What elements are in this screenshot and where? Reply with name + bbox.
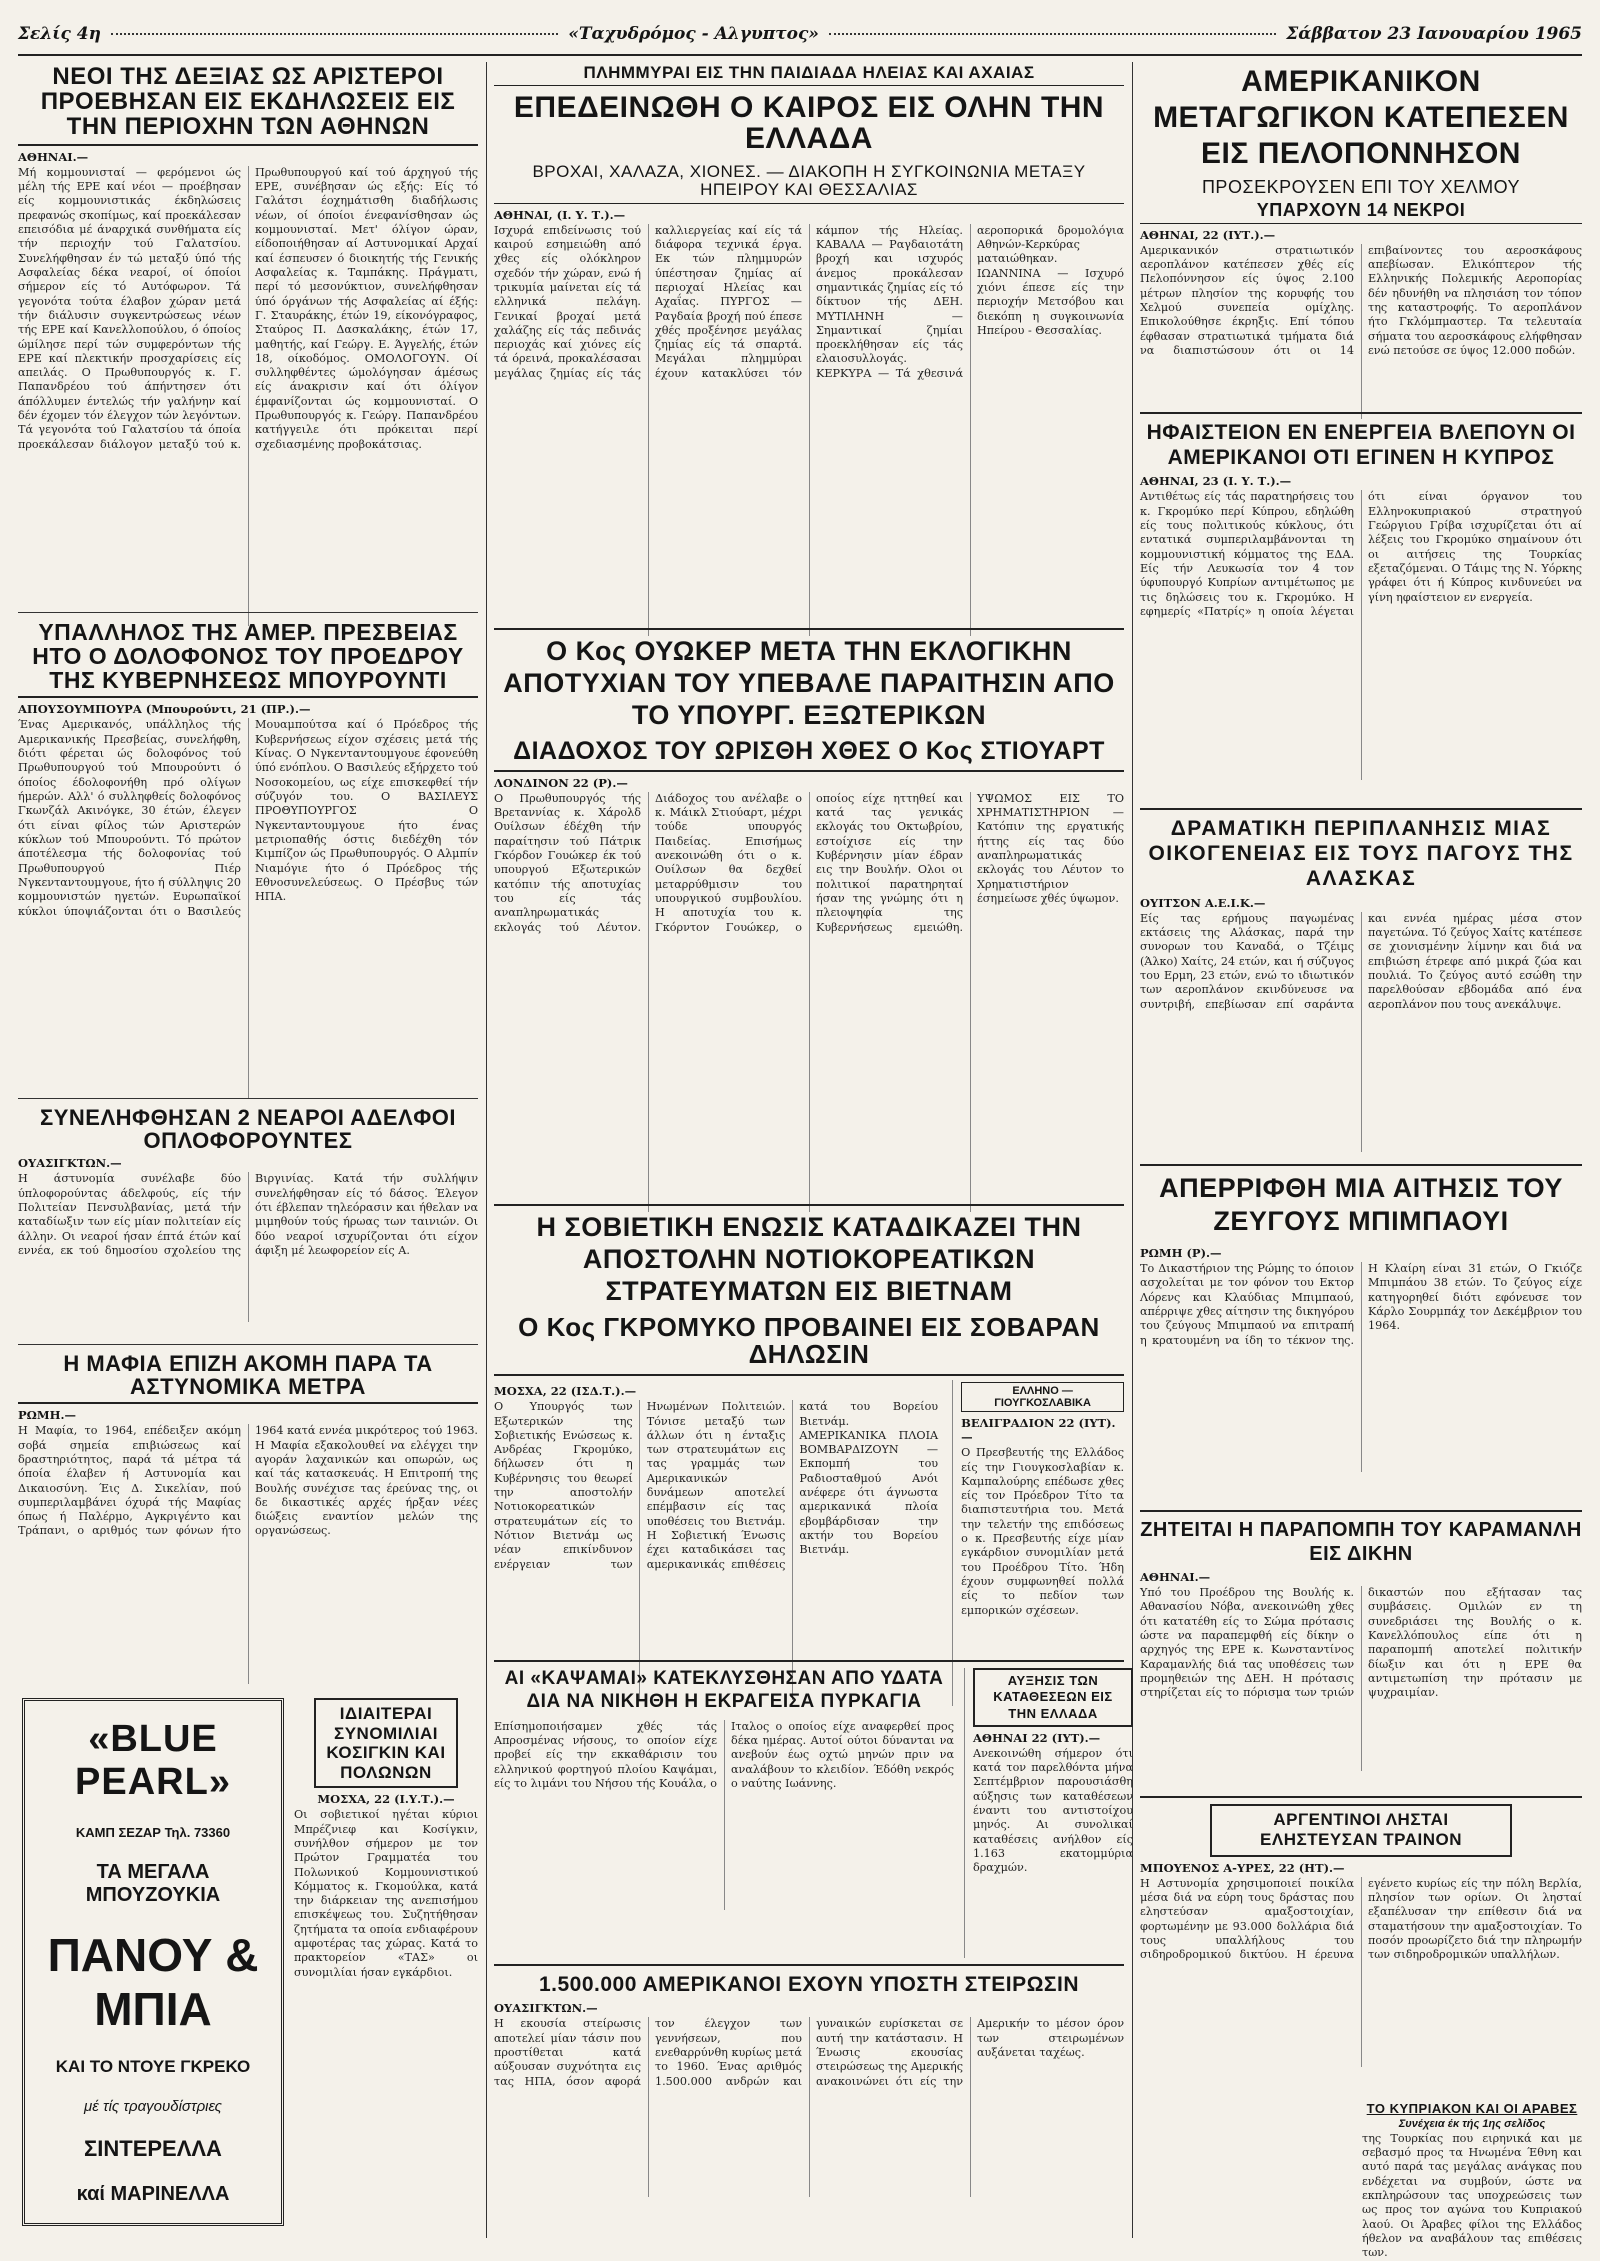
advertisement-blue-pearl (22, 1698, 284, 2226)
article-headline: ΗΦΑΙΣΤΕΙΟΝ ΕΝ ΕΝΕΡΓΕΙΑ ΒΛΕΠΟΥΝ ΟΙ ΑΜΕΡΙΚΑΝΟΙ ΟΤΙ ΕΓΙΝΕΝ Η ΚΥΠΡΟΣ (1146, 421, 1576, 470)
article-body: Η Αστυνομία χρησιμοποιεί ποικίλα μέσα διά να εύρη τους δράστας που εληστεύσαν αμαξοστοιχίαν, φορτωμένην με 93.000 δολλάρια διά τους υπαλλήλους του σιδηροδρομικού δικτύου. Η έρευνα εγένετο κυρίως είς την πόλη Βερλία, πλησίον των ορίων. Οι λησταί εξαπέλυσαν την επίθεσιν διά να σταματήσουν την αμαξοστοιχίαν. Το ποσόν προωρίζετο διά την πληρωμήν των σιδηροδρομικών υπαλλήλων. (1140, 1876, 1582, 1962)
section-rule (1140, 1164, 1582, 1166)
article-dateline: ΑΘΗΝΑΙ.— (18, 149, 89, 164)
section-rule (1140, 808, 1582, 810)
article-greek-yugoslav (952, 1380, 1124, 1706)
article-kicker: ΥΠΑΡΧΟΥΝ 14 ΝΕΚΡΟΙ (1140, 201, 1582, 224)
article-dateline: ΟΥΑΣΙΓΚΤΩΝ.— (494, 2001, 598, 2016)
article-body: Η Μαφία, το 1964, επέδειξεν ακόμη σοβά σημεία επιβιώσεως καί δραστηριότητος, παρά τά μέτρα τά όποία έλαβεν ή Αστυνομία και Δικαιοσύνη. Έις Δ. Σικελίαν, πού συμπεριλαμβάνει όχυρά τής Μαφίας όπως ή Παλέρμο, Αγκριγέντο και Τράπανι, ο αριθμός των φόνων ήτο 1964 κατά εννέα μικρότερος τού 1963. Η Μαφία εξακολουθεί να ελέγχει την αγοράν λαχανικών και οπωρών, ως καί τάς κατασκευάς. Η Επιτροπή της Βουλής συνέχισε τας έρεύνας της, οι δε δικαστικές αρχές ήρξαν νέες διώξεις εναντίον μελών της οργανώσεως. (18, 1424, 478, 1538)
masthead-rule (829, 33, 1276, 35)
article-headline: 1.500.000 ΑΜΕΡΙΚΑΝΟΙ ΕΧΟΥΝ ΥΠΟΣΤΗ ΣΤΕΙΡΩΣΙΝ (538, 1973, 1080, 1996)
page-number: Σελίς 4η (18, 24, 101, 44)
ad-singer-1: ΣΙΝΤΕΡΕΛΛΑ (84, 2136, 222, 2162)
column-divider (486, 62, 487, 2238)
article-dateline: ΜΠΟΥΕΝΟΣ Α-ΥΡΕΣ, 22 (ΗΤ).— (1140, 1860, 1345, 1875)
article-dateline: ΜΟΣΧΑ, 22 (ΙΣΔ.Τ.).— (494, 1384, 637, 1399)
article-bad-weather-greece (494, 64, 1124, 619)
article-body: Μή κομμουνισταί — φερόμενοι ώς μέλη τής ΕΡΕ καί νέοι — προέβησαν είς κομμουνιστικάς έκδηλώσεις πρεφανώς σκοπίμως, καί προεκάλεσαν επεισόδια μέ άναρχικά συνθήματα είς τήν περιοχήν τού Γαλατσίου. Συνελήφθησαν έν τώ μεταξύ ύπό τής Ασφαλείας δέκα νεαροί, οί όποίοι σήμερον είς τό Αυτόφωρον. Τά γεγονότα τούτα έλαβον χώραν μετά τήν διάλυσιν συγκεντρώσεως νέων τής ΕΡΕ καί Κανελλοπούλου, ό όποίος ώμίλησε περί τών συμφερόντων τής ΕΡΕ καί πλεκτικήν προσχαρίσεις είς απειλάς. Ο Πρωθυπουργός κ. Γ. Παπανδρέου τού άπήντησεν ότι άπόλλυμεν έντελώς τήν γαλήνην καί δέν έχομεν τόν έλεγχον τών λεγόντων. Τά γεγονότα τού Γαλατσίου τά όποία προεκάλεσαν διάλογον μεταξύ τού κ. Πρωθυπουργού καί τού άρχηγού τής ΕΡΕ, συνέβησαν ώς εξής: Είς τό Γαλάτσι έοχημάτισθη διαδήλωσις νέων, οί όποίοι ένεφανίσθησαν ώς κομμουνισταί. Μετ' όλίγον ώραν, είδοποιήθησαν αί Αστυνομικαί Αρχαί καί έσπευσεν ό διοικητής τής Γενικής Ασφαλείας κ. Ταμπάκης. Πράγματι, περί τό μεσονύκτιον, συνελήφθησαν ύπό όργάνων τής Ασφαλείας αί έξής: Γ. Σταυράκης, έτών 19, είκονόγραφος, Σταύρος Π. Δασκαλάκης, έτών 17, μαθητής, καί Γεώργ. Ε. Άγγελής, έτών 18, οίκοδόμος. ΟΜΟΛΟΓΟΥΝ. Οί συλληφθέντες ώμολόγησαν άμέσως είς άνακρισιν καί ότι όλίγον έμφανίζονται ώς κομμουνισταί. Ο Πρωθυπουργός κ. Γεώργ. Παπανδρέου κατήγγειλε ότι πρόκειται περί σχεδιασμένης προβοκάτσιας. (18, 165, 478, 451)
article-bibaou-couple (1140, 1172, 1582, 1502)
article-dateline: ΑΘΗΝΑΙ.— (1140, 1570, 1211, 1584)
article-headline: ΑΡΓΕΝΤΙΝΟΙ ΛΗΣΤΑΙ ΕΛΗΣΤΕΥΣΑΝ ΤΡΑΙΝΟΝ (1260, 1810, 1462, 1850)
article-headline: ΑΥΞΗΣΙΣ ΤΩΝ ΚΑΤΑΘΕΣΕΩΝ ΕΙΣ ΤΗΝ ΕΛΛΑΔΑ (993, 1673, 1113, 1721)
section-rule (1140, 1510, 1582, 1512)
section-rule (494, 628, 1124, 630)
article-headline: ΑΜΕΡΙΚΑΝΙΚΟΝ ΜΕΤΑΓΩΓΙΚΟΝ ΚΑΤΕΠΕΣΕΝ ΕΙΣ ΠΕΛΟΠΟΝΝΗΣΟΝ (1153, 65, 1569, 170)
article-alaska-family (1140, 816, 1582, 1156)
article-body: Ανεκοινώθη σήμερον ότι κατά τον παρελθόντα μήνα Σεπτέμβριον παρουσιάσθη αύξησις των καταθέσεων έναντι του αντιστοίχου μηνός. Αι συνολικαί καταθέσεις ανήλθον είς 1.163 εκατομμύρια δραχμών. (973, 1746, 1133, 1875)
article-body: της Τουρκίας που ειρηνικά και με σεβασμό προς τα Ηνωμένα Έθνη και αυτό παρά τας μεγάλας ανάγκας που ενδέχεται να συμβούν, ώστε να εκπληρώσουν τας υποχρεώσεις των ως προς τον αγώνα του Κυπριακού λαού. Οι Άραβες φίλοι της Ελλάδος ήθελον να αναβάλουν τας επιθέσεις των. (1362, 2131, 1582, 2260)
section-rule (494, 1204, 1124, 1206)
article-headline: ΑΠΕΡΡΙΦΘΗ ΜΙΑ ΑΙΤΗΣΙΣ ΤΟΥ ΖΕΥΓΟΥΣ ΜΠΙΜΠΑΟΥΙ (1159, 1173, 1563, 1236)
article-body: Το Δικαστήριον της Ρώμης το όποιον ασχολείται με τον φόνον του Εκτορ Λόρενς και Κλαύδιας Μπιμπαού, απέρριψε χθες αίτησιν της δικηγόρου του ζεύγους Μπιμπαού να επιτραπή η κρατουμένη να ίδη το τέκνον της. Η Κλαίρη είναι 31 ετών, Ο Γκιόζε Μπιμπάου 38 ετών. Το ζεύγος είχε κατηγορηθεί διότι εφόνευσε τον Κάρλο Σουρμπάχ τον Δεκέμβριον του 1964. (1140, 1261, 1582, 1347)
article-dateline: ΜΟΣΧΑ, 22 (Ι.Υ.Τ.).— (317, 1792, 455, 1807)
article-kicker: Συνέχεια έκ τής 1ης σελίδος (1398, 2117, 1546, 2130)
article-body: Οι σοβιετικοί ηγέται κύριοι Μπρέζνιεφ και Κοσίγκιν, συνήλθον σήμερον με τον Πρώτον Γραμματέα του Πολωνικού Κομμουνιστικού Κόμματος κ. Γκομούλκα, κατά την διάρκειαν της ανεπισήμου επισκέψεως του. Συζητήθησαν ζητήματα τα οποία ενδιαφέρουν αμφοτέρας τας χώρας. Κατά το πρακτορείον «ΤΑΣ» οι συνομιλίαι ήσαν εγκάρδιοι. (294, 1808, 478, 1979)
article-headline: ΖΗΤΕΙΤΑΙ Η ΠΑΡΑΠΟΜΠΗ ΤΟΥ ΚΑΡΑΜΑΝΛΗ ΕΙΣ ΔΙΚΗΝ (1140, 1519, 1582, 1565)
article-topline: ΠΛΗΜΜΥΡΑΙ ΕΙΣ ΤΗΝ ΠΑΙΔΙΑΔΑ ΗΛΕΙΑΣ ΚΑΙ ΑΧΑΙΑΣ (494, 64, 1124, 86)
article-headline: ΑΙ «ΚΑΨΑΜΑΙ» ΚΑΤΕΚΛΥΣΘΗΣΑΝ ΑΠΟ ΥΔΑΤΑ ΔΙΑ ΝΑ ΝΙΚΗΘΗ Η ΕΚΡΑΓΕΙΣΑ ΠΥΡΚΑΓΙΑ (504, 1668, 944, 1712)
ad-performers: ΠΑΝΟΥ & ΜΠΙΑ (47, 1928, 259, 2035)
article-headline: ΙΔΙΑΙΤΕΡΑΙ ΣΥΝΟΜΙΛΙΑΙ ΚΟΣΙΓΚΙΝ ΚΑΙ ΠΟΛΩΝΩΝ (326, 1704, 446, 1782)
article-dateline: ΑΘΗΝΑΙ, (Ι. Υ. Τ.).— (494, 207, 626, 222)
section-rule (1140, 1796, 1582, 1798)
masthead-rule (111, 33, 558, 35)
article-dateline: ΟΥΙΤΣΟΝ Α.Ε.Ι.Κ.— (1140, 895, 1266, 910)
article-sterilization-americans (494, 1972, 1124, 2232)
ad-performers-extra: ΚΑΙ ΤΟ ΝΤΟΥΕ ΓΚΡΕΚΟ (55, 2057, 251, 2077)
newspaper-page (18, 14, 1583, 2260)
article-kicker: Ο Κος ΓΚΡΟΜΥΚΟ ΠΡΟΒΑΙΝΕΙ ΕΙΣ ΣΟΒΑΡΑΝ ΔΗΛΩΣΙΝ (494, 1314, 1124, 1377)
article-armed-brothers-arrested (18, 1106, 478, 1336)
article-cyprus-and-arabs (1362, 2101, 1582, 2260)
article-dateline: ΑΘΗΝΑΙ 22 (ΙΥΤ).— (973, 1730, 1101, 1745)
ad-tagline: ΤΑ ΜΕΓΑΛΑ ΜΠΟΥΖΟΥΚΙΑ (85, 1860, 221, 1906)
article-body: Ο Πρεσβευτής της Ελλάδος είς την Γιουγκοσλαβίαν κ. Καμπαλούρης επέδωσε χθες είς τον Πρόεδρον Τίτο τα διαπιστευτήρια του. Μετά την τελετήν της επιδόσεως ο κ. Πρεσβευτής είχε μίαν εγκάρδιον συνομιλίαν μετά του Προέδρου Τίτο. Ήδη έχουν συμφωνηθεί πολλά είς το πεδίον των εμπορικών σχέσεων. (961, 1446, 1124, 1617)
article-body: Επίσημοποιήσαμεν χθές τάς Απροσμένας νήσους, το οποίον είχε προβεί είς την εκκαθάρισιν του ελληνικού φορτηγού πλοίου Καψάμαι, είς το λιμάνι του Νήσου τής Κουάλα, ο Ιταλος ο οποίος είχε αναφερθεί προς δέκα ημέρας. Αυτοί ούτοι δύνανται να ανεβούν έως οχτώ μηνών πριν να αναλάβουν το κλειδίον. Έδόθη νεκρός ο ναύτης Ιωάννης. (494, 1719, 954, 1790)
article-subhead: ΒΡΟΧΑΙ, ΧΑΛΑΖΑ, ΧΙΟΝΕΣ. — ΔΙΑΚΟΠΗ Η ΣΥΓΚΟΙΝΩΝΙΑ ΜΕΤΑΞΥ ΗΠΕΙΡΟΥ ΚΑΙ ΘΕΣΣΑΛΙΑΣ (494, 163, 1124, 204)
section-rule (18, 1344, 478, 1345)
article-body: Αντιθέτως είς τάς παρατηρήσεις του κ. Γκρομύκο περί Κύπρου, εδηλώθη είς τους πολιτικούς κύκλους, ότι εντατικά συμπεριλαμβάνονται τη κομμουνιστική κόμματος της ΕΔΑ. Είς τήν Λευκωσία τον 4 τον ύφυπουργό Κυπρίων αντιμέτωπος με τις δηλώσεις του κ. Γκρομύκο. Η εφημερίς «Πατρίς» η οποία λέγεται ότι είναι όργανον του Ελληνοκυπριακού στρατηγού Γεώργιου Γρίβα ισχυρίζεται ότι αί λέξεις του Γκρομύκο σημαίνουν ότι οι αιτήσεις της Τουρκίας εξεταζόμεναι. Ο Τάιμς της Ν. Υόρκης γράφει ότι ή Κύπρος κινδυνεύει να γίνη ηφαίστειον εν ενεργεία. (1140, 490, 1582, 618)
article-body: Ισχυρά επιδείνωσις τού καιρού εσημειώθη από χθες είς ολόκληρον σχεδόν τήν χώραν, ενώ ή τρικυμία μαίνεται είς τά ελληνικά πελάγη. Γενικαί βροχαί μετά χαλάζης είς τάς πεδινάς περιοχάς καί χιόνες είς τά όρεινά, προκαλέσασαι μεγάλας ζημίας είς τάς καλλιεργείας καί είς τά διάφορα τεχνικά έργα. Εκ τών πλημμυρών ύπέστησαν ζημίας αί περιοχαί Ηλείας και Αχαΐας. ΠΥΡΓΟΣ — Ραγδαία βροχή πού έπεσε χθές προξένησε μεγάλας ζημίας είς τά σπαρτά. Μεγάλαι πλημμύραι έχουν κατακλύσει τόν κάμπον τής Ηλείας. ΚΑΒΑΛΑ — Ραγδαιοτάτη βροχή και ισχυρός άνεμος προκάλεσαν σημαντικάς ζημίας είς τό δίκτυον τής ΔΕΗ. ΜΥΤΙΛΗΝΗ — Σημαντικαί ζημίαι προεκλήθησαν είς τάς ελαιοσυλλογάς. ΚΕΡΚΥΡΑ — Τά χθεσινά αεροπορικά δρομολόγια Αθηνών-Κερκύρας ματαιώθηκαν. ΙΩΑΝΝΙΝΑ — Ισχυρό χιόνι έπεσε είς την περιοχήν Μετσόβου και διεκόπη η συγκοινωνία Ηπείρου - Θεσσαλίας. (494, 223, 1124, 380)
article-headline: ΥΠΑΛΛΗΛΟΣ ΤΗΣ ΑΜΕΡ. ΠΡΕΣΒΕΙΑΣ ΗΤΟ Ο ΔΟΛΟΦΟΝΟΣ ΤΟΥ ΠΡΟΕΔΡΟΥ ΤΗΣ ΚΥΒΕΡΝΗΣΕΩΣ ΜΠΟΥΡΟΥΝΤΙ (18, 620, 478, 698)
article-kosygin-polish-talks (294, 1698, 478, 2226)
newspaper-name: «Ταχυδρόμος - Αλγυπτος» (568, 24, 819, 44)
article-headline: ΔΡΑΜΑΤΙΚΗ ΠΕΡΙΠΛΑΝΗΣΙΣ ΜΙΑΣ ΟΙΚΟΓΕΝΕΙΑΣ ΕΙΣ ΤΟΥΣ ΠΑΓΟΥΣ ΤΗΣ ΑΛΑΣΚΑΣ (1148, 817, 1574, 891)
masthead (18, 14, 1582, 56)
article-dateline: ΒΕΛΙΓΡΑΔΙΟΝ 22 (ΙΥΤ).— (961, 1416, 1116, 1445)
article-body: Ο Υπουργός των Εξωτερικών της Σοβιετικής Ενώσεως κ. Ανδρέας Γκρομύκο, δήλωσεν ότι η Κυβέρνησις του θεωρεί την αποστολήν Νοτιοκορεατικών στρατευμάτων είς το Νότιον Βιετνάμ ως νέαν επικίνδυνον ενέργειαν των Ηνωμένων Πολιτειών. Τόνισε μεταξύ των άλλων ότι η ένταξις των στρατευμάτων εις τας γραμμάς των Αμερικανικών δυνάμεων αποτελεί επέμβασιν είς τας υποθέσεις του Βιετνάμ. Η Σοβιετική Ένωσις έχει καταδικάσει τας αμερικανικάς επιθέσεις κατά του Βορείου Βιετνάμ. ΑΜΕΡΙΚΑΝΙΚΑ ΠΛΟΙΑ ΒΟΜΒΑΡΔΙΖΟΥΝ — Εκπομπή του Ραδιοσταθμού Ανόι ανέφερε ότι άγνωστα αμερικανικά πλοία εβομβάρδισαν την ακτήν του Βορείου Βιετνάμ. (494, 1400, 939, 1571)
article-argentine-train-robbery (1140, 1804, 1582, 2104)
article-body: Η άστυνομία συνέλαβε δύο ύπλοφορούντας άδελφούς, είς τήν Πολιτείαν Πενσυλβανίας, μετά τήν καταδίωξιν των είς μίαν πολιτείαν είς άλλην. Οι νεαροί ήσαν έπτά έτών καί εννέα, εκ τού δημοσίου σχολείου της Βιργινίας. Κατά τήν συλλήψιν συνελήφθησαν είς τό δάσος. Έλεγον ότι έβλεπαν τηλεόρασιν και ήθελαν να μιμηθούν τούς ήρωας των ταινιών. Οι δύο νεαροί ισχυρίζονται ότι είχον άφιξη μέ λεωφορείον είς Α. (18, 1172, 478, 1257)
ad-singers-intro: μέ τίς τραγουδίστριες (84, 2098, 222, 2116)
article-cyprus-volcano (1140, 420, 1582, 800)
article-headline: ΕΛΛΗΝΟ — ΓΙΟΥΓΚΟΣΛΑΒΙΚΑ (961, 1382, 1124, 1412)
ad-venue-name: «BLUE PEARL» (75, 1717, 231, 1803)
article-headline: ΤΟ ΚΥΠΡΙΑΚΟΝ ΚΑΙ ΟΙ ΑΡΑΒΕΣ (1366, 2101, 1578, 2116)
issue-date: Σάββατον 23 Ιανουαρίου 1965 (1286, 24, 1583, 44)
article-headline: ΣΥΝΕΛΗΦΘΗΣΑΝ 2 ΝΕΑΡΟΙ ΑΔΕΛΦΟΙ ΟΠΛΟΦΟΡΟΥΝΤΕΣ (40, 1105, 456, 1154)
article-dateline: ΑΘΗΝΑΙ, 23 (Ι. Υ. Τ.).— (1140, 474, 1292, 489)
section-rule (18, 1098, 478, 1099)
section-rule (1140, 412, 1582, 414)
article-headline: ΕΠΕΔΕΙΝΩΘΗ Ο ΚΑΙΡΟΣ ΕΙΣ ΟΛΗΝ ΤΗΝ ΕΛΛΑΔΑ (513, 90, 1105, 156)
article-mafia-survives (18, 1352, 478, 1682)
article-karamanlis-trial (1140, 1518, 1582, 1788)
ad-singer-2: καί ΜΑΡΙΝΕΛΛΑ (76, 2183, 230, 2206)
article-subhead: ΠΡΟΣΕΚΡΟΥΣΕΝ ΕΠΙ ΤΟΥ ΧΕΛΜΟΥ (1201, 177, 1521, 197)
article-body: Ένας Αμερικανός, υπάλληλος τής Αμερικανικής Πρεσβείας, συνελήφθη, διότι φέρεται ώς δολοφόνος τού Πρωθυπουργού τού Μπουρούντι ό όποίος έδολοφονήθη πρό ολίγων ήμερών. Αλλ' ό συλληφθείς δολοφόνος Γκωνζάλ Ακινόγκε, 30 έτών, έλεγεν ότι είναι φίλος τών Αριστερών κύκλων τού Μπουρούντι. Τό πρώτον άποτέλεσμα τής δολοφονίας τού Πρωθυπουργού Πιέρ Νγκενταντουμγουε, ήτο ή σύλληψις 20 κομμουνιστών ηγετών. Ευρωπαϊκοί κύκλοι ύποψιάζονται ότι ο Βασιλεύς Μουαμπούτσα καί ό Πρόεδρος τής Κυβερνήσεως είχον σχέσεις μετά τής Κίνας. Ο Νγκενταντουμγουε έφονεύθη ύπό ενόπλου. Ο Βασιλεύς εξήρχετο τού Νοσοκομείου, ως είχε επισκεφθεί τήν σύζυγόν του. Ο ΒΑΣΙΛΕΥΣ ΠΡΟΘΥΠΟΥΡΓΟΣ Ο Νγκενταντουμγουε ήτο ένας μετριοπαθής όστις διεδέχθη τόν Κιμπίζον ώς Πρωθυπουργός. Ο Αλμπίν Νιαμόγιε ήτο ό Πρόεδρος τής Εθνοσυνελεύσεως. Ο Πρέσβυς τών ΗΠΑ. (18, 718, 478, 918)
article-dateline: ΡΩΜΗ.— (18, 1408, 76, 1423)
article-headline: Η ΣΟΒΙΕΤΙΚΗ ΕΝΩΣΙΣ ΚΑΤΑΔΙΚΑΖΕΙ ΤΗΝ ΑΠΟΣΤΟΛΗΝ ΝΟΤΙΟΚΟΡΕΑΤΙΚΩΝ ΣΤΡΑΤΕΥΜΑΤΩΝ ΕΙΣ ΒΙΕΤΝΑΜ (536, 1212, 1082, 1306)
article-headline: Ο Κος ΟΥΩΚΕΡ ΜΕΤΑ ΤΗΝ ΕΚΛΟΓΙΚΗΝ ΑΠΟΤΥΧΙΑΝ ΤΟΥ ΥΠΕΒΑΛΕ ΠΑΡΑΙΤΗΣΙΝ ΑΠΟ ΤΟ ΥΠΟΥΡΓ. ΕΞΩΤΕΡΙΚΩΝ (503, 636, 1115, 730)
article-body: Υπό του Προέδρου της Βουλής κ. Αθανασίου Νόβα, ανεκοινώθη χθες ότι κατατέθη είς το Σώμα πρότασις ώστε να παραπεμφθή είς δίκην ο αρχηγός της ΕΡΕ κ. Κωνσταντίνος Καραμανλής διά τας υποθέσεις των προμηθειών της ΔΕΗ. Η πρότασις στηρίζεται είς το πόρισμα των τριών δικαστών που εξήτασαν τας συμβάσεις. Ομιλών εν τη συνεδριάσει της Βουλής ο κ. Κανελλόπουλος είπε ότι η παραπομπή αποτελεί πολιτικήν δίωξιν και ότι η ΕΡΕ θα αντιμετωπίση την πρότασιν με ψυχραιμίαν. (1140, 1586, 1582, 1700)
ad-address-phone: ΚΑΜΠ ΣΕΖΑΡ Τηλ. 73360 (75, 1824, 231, 1840)
article-us-transport-crash (1140, 64, 1582, 404)
article-body: Είς τας ερήμους παγωμένας εκτάσεις της Αλάσκας, παρά την συνορων του Καναδά, ο Τζέιμς (Άλκο) Χαίτς, 24 ετών, και ή σύζυγος του Ερμη, 23 ετών, ενώ το ιδιωτικόν των αεροπλάνον εκινδύνευσε να συντριβή, επεβίωσαν επί σαράντα και εννέα ημέρας μέσα στον παγετώνα. Τό ζεύγος Χαίτς κατέπεσε σε χιονισμένην λίμνην και διά να επιβιώση έτρεφε από μικρά ζώα και πουλιά. Το ζεύγος αυτό εσώθη την παρελθούσαν εβδομάδα από ένα αεροπλάνον που τους ανεκάλυψε. (1140, 911, 1582, 1011)
article-right-youth-demonstrations (18, 64, 478, 604)
article-dateline: ΟΥΑΣΙΓΚΤΩΝ.— (18, 1156, 122, 1171)
article-body: Αμερικανικόν στρατιωτικόν αεροπλάνον κατέπεσεν χθές είς Πελοπόννησον είς ύψος 2.100 μέτρων πλησίον της κορυφής του Χελμού συνεπεία ομίχλης. Επικολούθησε έκρηξις. Επί τόπου έφθασαν στρατιωτικά τμήματα διά να διαπιστώσουν ότι οι 14 επιβαίνοντες του αεροσκάφους απεβίωσαν. Ελικόπτερον τής Ελληνικής Πολεμικής Αεροπορίας δέν ηδυνήθη να πλησιάση τον τόπον της καταστροφής. Το αεροπλάνον ήτο Γκλόμπμαστερ. Τα τελευταία σήματα του αεροσκάφους ελήφθησαν ενώ πετούσε σε ύψος 12.000 ποδών. (1140, 243, 1582, 358)
article-headline: Η ΜΑΦΙΑ ΕΠΙΖΗ ΑΚΟΜΗ ΠΑΡΑ ΤΑ ΑΣΤΥΝΟΜΙΚΑ ΜΕΤΡΑ (18, 1352, 478, 1404)
article-deposits-increase (964, 1668, 1133, 1958)
section-rule (494, 1964, 1124, 1966)
article-dateline: ΑΠΟΥΣΟΥΜΠΟΥΡΑ (Μπουρούντι, 21 (ΠΡ.).— (18, 702, 311, 717)
article-kicker: ΔΙΑΔΟΧΟΣ ΤΟΥ ΩΡΙΣΘΗ ΧΘΕΣ Ο Κος ΣΤΙΟΥΑΡΤ (494, 738, 1124, 772)
section-rule (18, 612, 478, 613)
article-dateline: ΡΩΜΗ (Ρ).— (1140, 1245, 1222, 1260)
article-headline: ΝΕΟΙ ΤΗΣ ΔΕΞΙΑΣ ΩΣ ΑΡΙΣΤΕΡΟΙ ΠΡΟΕΒΗΣΑΝ ΕΙΣ ΕΚΔΗΛΩΣΕΙΣ ΕΙΣ ΤΗΝ ΠΕΡΙΟΧΗΝ ΤΩΝ ΑΘΗΝΩΝ (18, 64, 478, 146)
article-dateline: ΑΘΗΝΑΙ, 22 (ΙΥΤ.).— (1140, 227, 1276, 242)
article-kapsamai-ship-fire (494, 1668, 954, 1958)
article-body: Ο Πρωθυπουργός τής Βρεταννίας κ. Χάρολδ Ουίλσων έδέχθη τήν παραίτησιν τού Πάτρικ Γκόρδον Γουώκερ έκ τού υπουργού Εξωτερικών κατόπιν τής αποτυχίας του είς τάς αναπληρωματικάς εκλογάς τού Λέυτον. Διάδοχος του ανέλαβε ο κ. Μάικλ Στιούαρτ, μέχρι τούδε υπουργός Παιδείας. Επισήμως ανεκοινώθη ότι ο κ. Ουίλσων θα δεχθεί μεταρρύθμισιν του υπουργικού συμβουλίου. Η αποτυχία του κ. Γκόρντον Γουώκερ, ο οποίος είχε ηττηθεί και κατά τας γενικάς εκλογάς του Οκτωβρίου, εστοίχισε είς την Κυβέρνησιν μίαν έδραν εις την Βουλήν. Ολοι οι πολιτικοί παρατηρηταί ήσαν της γνώμης ότι η πλειοψηφία της Κυβερνήσεως εμειώθη. ΥΨΩΜΟΣ ΕΙΣ ΤΟ ΧΡΗΜΑΤΙΣΤΗΡΙΟΝ — Κατόπιν της εργατικής ήττης είς τας δύο αναπληρωματικάς εκλογάς του Λέυτον το Χρηματιστήριον έσημείωσε χθές ύψωμον. (494, 791, 1124, 934)
article-us-embassy-employee (18, 620, 478, 1090)
article-soviet-condemns-korean-troops (494, 1212, 1124, 1652)
article-walker-resigns (494, 636, 1124, 1196)
article-body: Η εκουσία στείρωσις αποτελεί μίαν τάσιν που προστίθεται κατά αύξουσαν συχνότητα εις τας ΗΠΑ, όσον αφορά τον έλεγχον των γεννήσεων, που ενεθαρρύνθη κυρίως μετά το 1960. Ένας αριθμός 1.500.000 ανδρών και γυναικών ευρίσκεται σε αυτή την κατάστασιν. Η Ένωσις εκουσίας στειρώσεως της Αμερικής ανακοινώνει ότι είς την Αμερικήν το μέσον όρον των στειρωμένων αυξάνεται ταχέως. (494, 2017, 1124, 2088)
article-dateline: ΛΟΝΔΙΝΟΝ 22 (Ρ).— (494, 775, 628, 790)
section-rule (494, 1660, 1124, 1662)
